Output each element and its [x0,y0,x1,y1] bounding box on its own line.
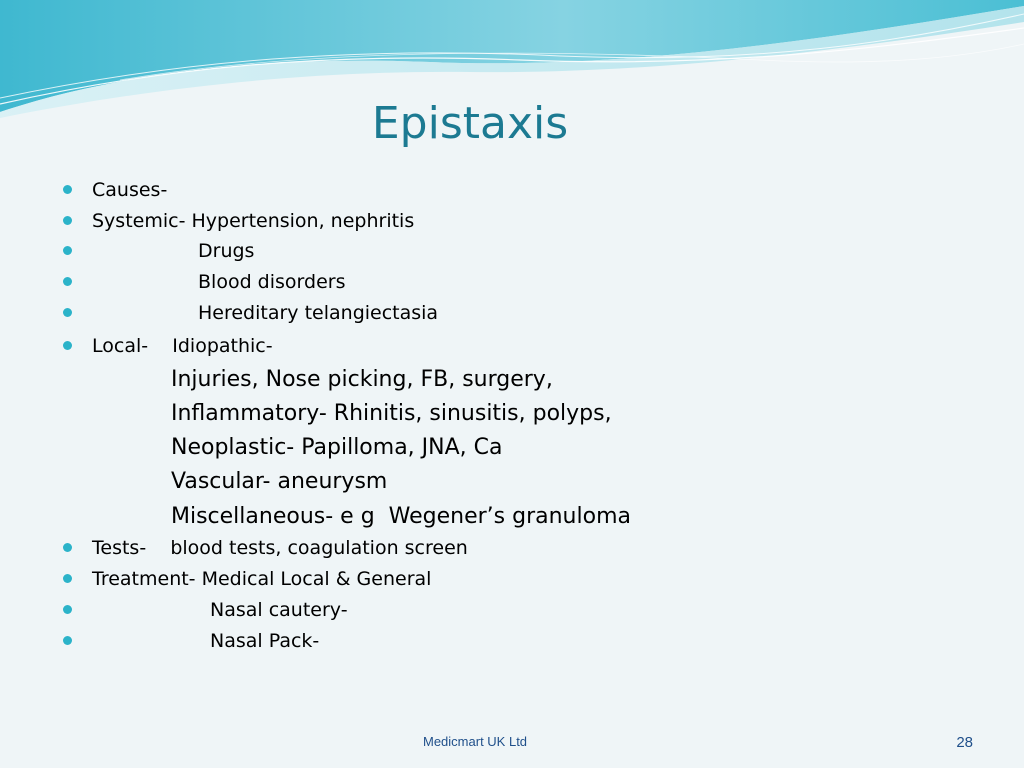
sub-item-inflammatory [0,397,1000,431]
footer-company: Medicmart UK Ltd [423,734,528,749]
list-item-text: Drugs [198,240,255,262]
bullet-icon [63,574,72,583]
sub-item-text: Miscellaneous- e g Wegener’s granuloma [171,504,631,529]
slide-title: Epistaxis [371,98,569,149]
list-item-text: Treatment- Medical Local & General [92,568,432,590]
sub-item-text: Neoplastic- Papilloma, JNA, Ca [171,435,503,460]
list-item-tests [0,534,1000,562]
sub-item-text: Inflammatory- Rhinitis, sinusitis, polyps, [171,401,612,426]
list-item-text: Causes- [92,179,168,201]
page-number: 28 [956,734,973,751]
sub-item-injuries [0,363,1000,397]
bullet-icon [63,636,72,645]
bullet-icon [63,277,72,286]
list-item-treatment [0,565,1000,593]
list-item-text: Systemic- Hypertension, nephritis [92,210,415,232]
list-item-text: Nasal Pack- [210,630,320,652]
list-item-text: Blood disorders [198,271,346,293]
bullet-icon [63,308,72,317]
list-item-nasal-cautery [0,596,1000,624]
list-item-causes [0,176,1000,204]
sub-item-vascular [0,465,1000,499]
list-item-text: Tests- blood tests, coagulation screen [92,537,468,559]
sub-item-text: Vascular- aneurysm [171,469,388,494]
bullet-icon [63,246,72,255]
bullet-icon [63,543,72,552]
list-item-hereditary-telangiectasia [0,299,1000,327]
bullet-icon [63,341,72,350]
list-item-blood-disorders [0,268,1000,296]
list-item-nasal-pack [0,627,1000,655]
list-item-text: Hereditary telangiectasia [198,302,439,324]
sub-item-text: Injuries, Nose picking, FB, surgery, [171,367,553,392]
bullet-icon [63,185,72,194]
bullet-icon [63,216,72,225]
list-item-text: Local- Idiopathic- [92,335,273,357]
sub-item-miscellaneous [0,500,1000,534]
list-item-text: Nasal cautery- [210,599,348,621]
list-item-drugs [0,237,1000,265]
sub-item-neoplastic [0,431,1000,465]
list-item-local [0,332,1000,360]
list-item-systemic [0,207,1000,235]
bullet-icon [63,605,72,614]
